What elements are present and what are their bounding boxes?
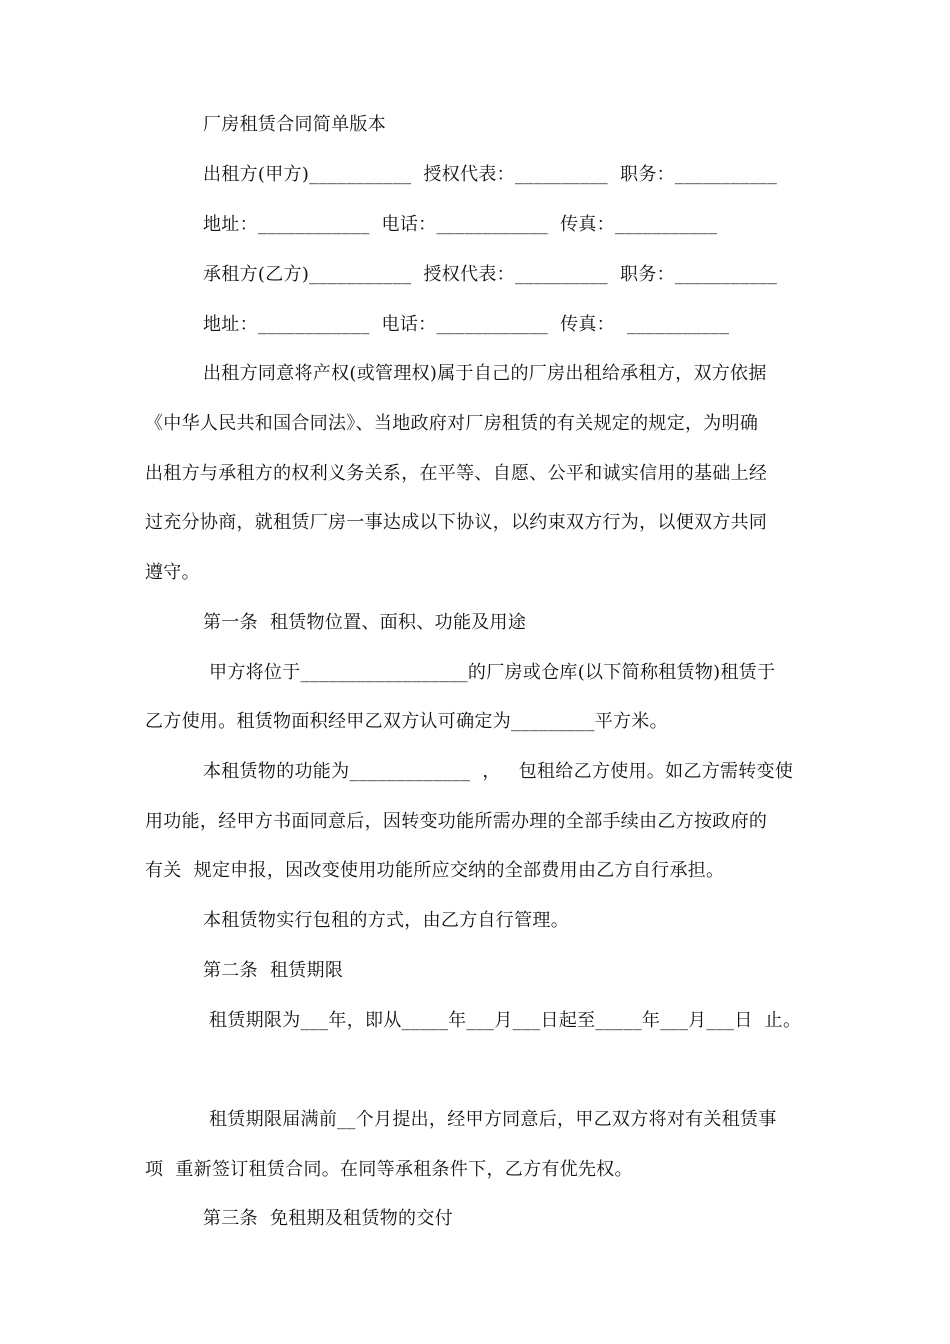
lessor-address-line: 地址：____________ 电话：____________ 传真：___________ bbox=[203, 214, 718, 235]
article-2-paragraph-line: 租赁期限为___年，即从_____年___月___日起至_____年___月___日 止。 bbox=[203, 1010, 802, 1031]
lessor-info-line: 出租方(甲方)___________ 授权代表：__________ 职务：___________ bbox=[203, 164, 778, 185]
article-1-paragraph-line: 本租赁物实行包租的方式，由乙方自行管理。 bbox=[203, 910, 569, 931]
article-3-heading: 第三条 免租期及租赁物的交付 bbox=[203, 1208, 453, 1229]
article-1-heading: 第一条 租赁物位置、面积、功能及用途 bbox=[203, 612, 527, 633]
article-2-paragraph-line: 租赁期限届满前__个月提出，经甲方同意后，甲乙双方将对有关租赁事 bbox=[203, 1109, 777, 1130]
article-2-paragraph-line: 项 重新签订租赁合同。在同等承租条件下，乙方有优先权。 bbox=[145, 1159, 633, 1180]
preamble-line: 过充分协商，就租赁厂房一事达成以下协议，以约束双方行为，以便双方共同 bbox=[145, 512, 768, 533]
lessee-address-line: 地址：____________ 电话：____________ 传真： ___________ bbox=[203, 314, 730, 335]
preamble-line: 《中华人民共和国合同法》、当地政府对厂房租赁的有关规定的规定，为明确 bbox=[145, 413, 759, 434]
article-1-paragraph-line: 有关 规定申报，因改变使用功能所应交纳的全部费用由乙方自行承担。 bbox=[145, 860, 725, 881]
article-2-heading: 第二条 租赁期限 bbox=[203, 960, 344, 981]
article-1-paragraph-line: 用功能，经甲方书面同意后，因转变功能所需办理的全部手续由乙方按政府的 bbox=[145, 811, 768, 832]
preamble-line: 出租方同意将产权(或管理权)属于自己的厂房出租给承租方，双方依据 bbox=[203, 363, 767, 384]
lessee-info-line: 承租方(乙方)___________ 授权代表：__________ 职务：___________ bbox=[203, 264, 778, 285]
article-1-paragraph-line: 甲方将位于__________________的厂房或仓库(以下简称租赁物)租赁于 bbox=[203, 662, 776, 683]
article-1-paragraph-line: 本租赁物的功能为_____________ ， 包租给乙方使用。如乙方需转变使 bbox=[203, 761, 794, 782]
preamble-line: 遵守。 bbox=[145, 562, 200, 583]
article-1-paragraph-line: 乙方使用。租赁物面积经甲乙双方认可确定为_________平方米。 bbox=[145, 711, 668, 732]
preamble-line: 出租方与承租方的权利义务关系，在平等、自愿、公平和诚实信用的基础上经 bbox=[145, 463, 768, 484]
document-title: 厂房租赁合同简单版本 bbox=[203, 114, 386, 135]
